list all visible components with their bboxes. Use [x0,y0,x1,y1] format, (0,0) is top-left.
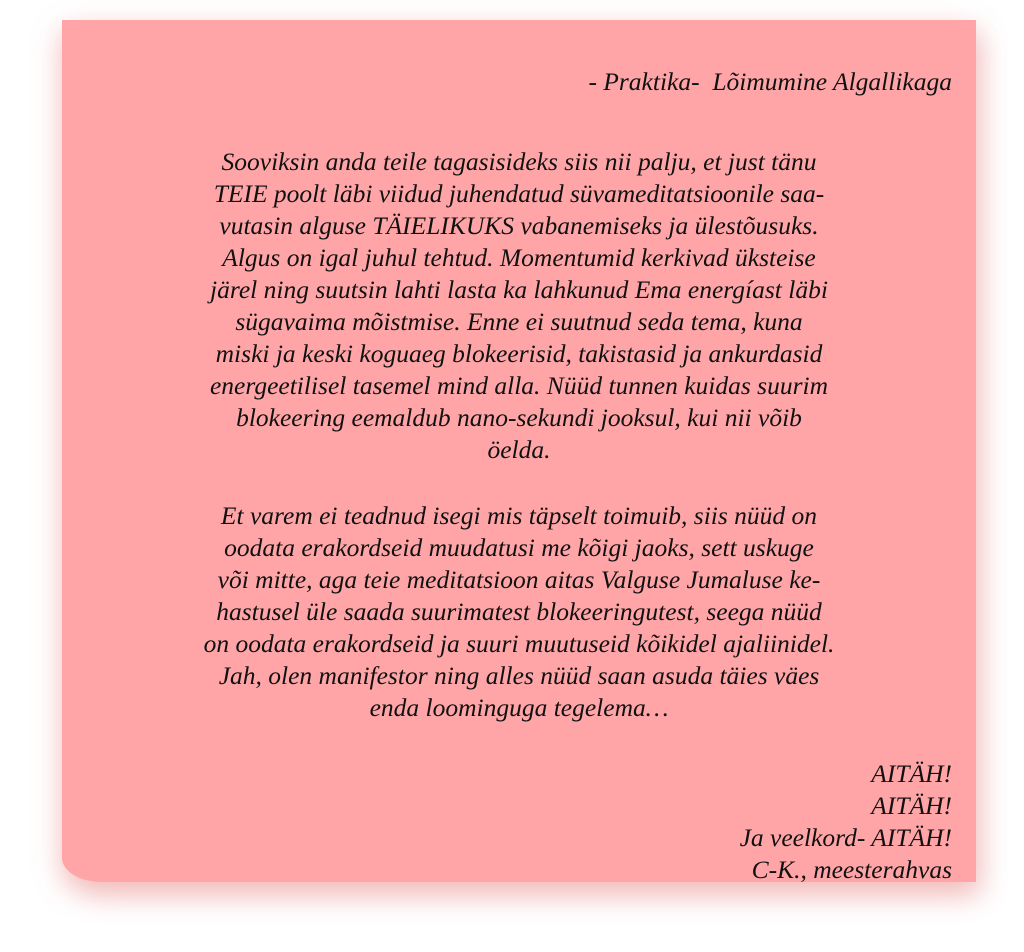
paragraph-line: öelda. [487,435,551,464]
paragraph-line: on oodata erakordseid ja suuri muutuseid kõikidel ajaliinidel. [203,629,835,658]
paragraph-line: vutasin alguse TÄIELIKUKS vabanemiseks ja ülestõusuks. [219,211,819,240]
paragraph-line: energeetilisel tasemel mind alla. Nüüd tunnen kuidas suurim [209,371,829,400]
paragraph-line: järel ning suutsin lahti lasta ka lahkunud Ema energíast läbi [210,275,828,304]
paragraph-line: TEIE poolt läbi viidud juhendatud süvameditatsioonile saa- [213,179,825,208]
paragraph-line: Sooviksin anda teile tagasisideks siis nii palju, et just tänu [221,147,817,176]
paragraph-line: sügavaima mõistmise. Enne ei suutnud seda tema, kuna [235,307,803,336]
paragraph-line: blokeering eemaldub nano-sekundi jooksul, kui nii võib [236,403,802,432]
paragraph-line: miski ja keski koguaeg blokeerisid, takistasid ja ankurdasid [215,339,823,368]
note-heading: - Praktika- Lõimumine Algallikaga [588,67,952,96]
paragraph-line: enda loominguga tegelema… [369,693,669,722]
signature: C-K., meesterahvas [751,855,952,884]
paragraph-line: oodata erakordseid muudatusi me kõigi jaoks, sett uskuge [224,533,814,562]
signoff [740,758,952,886]
signoff-line: AITÄH! [871,791,952,820]
signoff-line: AITÄH! [871,759,952,788]
testimonial-paragraph-2 [82,500,956,724]
signoff-line: Ja veelkord- AITÄH! [739,823,952,852]
paragraph-line: või mitte, aga teie meditatsioon aitas Valguse Jumaluse ke- [217,565,821,594]
testimonial-paragraph-1 [82,146,956,466]
paragraph-line: Algus on igal juhul tehtud. Momentumid kerkivad üksteise [222,243,816,272]
paragraph-line: Et varem ei teadnud isegi mis täpselt toimuib, siis nüüd on [220,501,818,530]
testimonial-note [62,20,976,882]
paragraph-line: Jah, olen manifestor ning alles nüüd saan asuda täies väes [218,661,820,690]
paragraph-line: hastusel üle saada suurimatest blokeeringutest, seega nüüd [216,597,822,626]
